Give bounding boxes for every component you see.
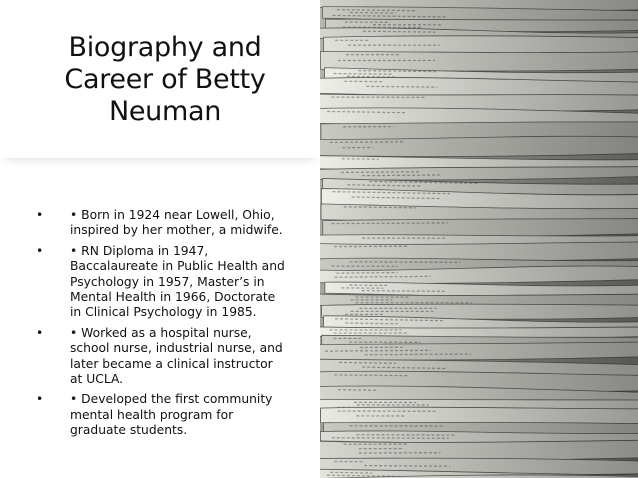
bullet-item bbox=[36, 392, 286, 438]
newspaper-stack-illustration bbox=[320, 0, 638, 478]
bullet-item bbox=[36, 244, 286, 321]
bullet-marker: • bbox=[36, 325, 44, 340]
bullet-marker: • bbox=[36, 208, 44, 222]
bullet-item bbox=[36, 326, 286, 388]
bullet-text: • RN Diploma in 1947, Baccalaureate in Public Health and Psychology in 1957, Master’s in Mental Health in 1966, Doctorate in Clinical Psychology in 1985. bbox=[70, 243, 285, 320]
bullet-marker: • bbox=[36, 392, 44, 407]
bullet-marker: • bbox=[36, 243, 44, 258]
bullet-text: • Developed the first community mental health program for graduate students. bbox=[70, 392, 273, 438]
bullet-list bbox=[36, 208, 286, 444]
bullet-text: • Worked as a hospital nurse, school nurse, industrial nurse, and later became a clinical instructor at UCLA. bbox=[70, 325, 283, 387]
photo-shading bbox=[320, 0, 638, 478]
title-band bbox=[0, 0, 320, 158]
bullet-item bbox=[36, 208, 286, 239]
bullet-text: • Born in 1924 near Lowell, Ohio, inspired by her mother, a midwife. bbox=[70, 208, 283, 238]
newspaper-stack-image bbox=[320, 0, 638, 478]
slide-title: Biography and Career of Betty Neuman bbox=[64, 32, 266, 127]
